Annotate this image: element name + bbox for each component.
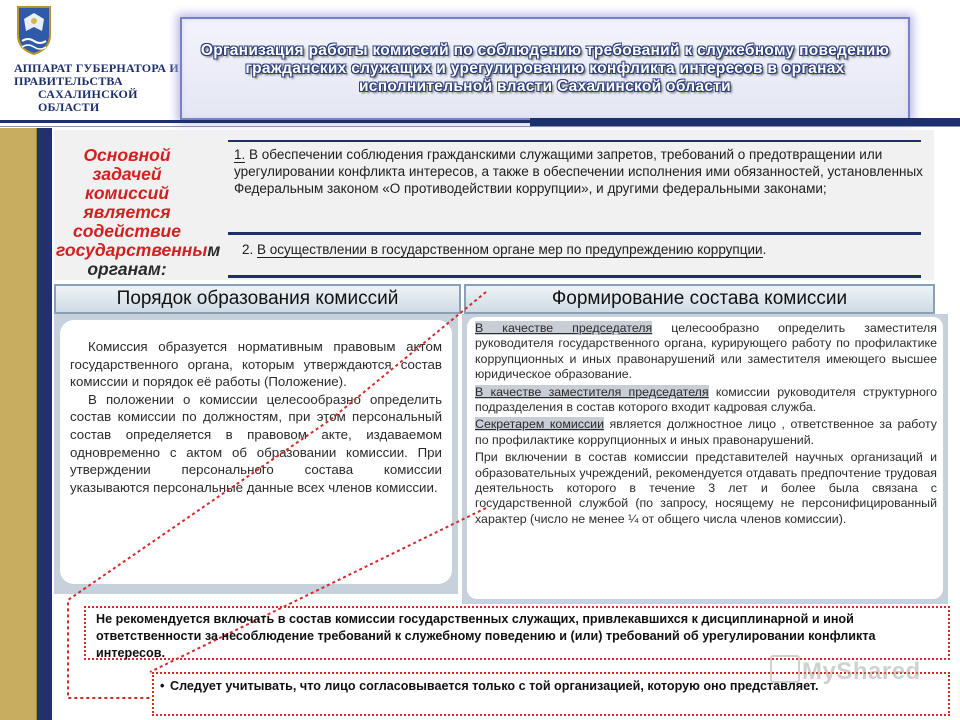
task-heading-main: Основной задачей комиссий является содействие государственны [56,145,208,260]
task-item-2-number: 2. [242,242,254,257]
composition-panel [467,317,943,599]
side-stripe-gold [0,128,37,720]
org-name-line2: ПРАВИТЕЛЬСТВА [14,74,123,88]
org-name-line3: САХАЛИНСКОЙ [38,87,138,101]
header-divider-thin [0,126,960,127]
inclusion-paragraph: При включении в состав комиссии представителей научных организаций и образовательных учреждений, рекомендуется отдавать предпочтение трудовая деятельность которого в течение 3 лет и более была связана с государственной службой (по запросу, носящему не персонифицированный характер (число не менее ¼ от общего числа членов комиссии). [475,450,937,526]
formation-paragraph-1: Комиссия образуется нормативным правовым актом государственного органа, которым утверждаются состав комиссии и порядок её работы (Положение). [70,339,442,390]
formation-panel [60,320,452,584]
task-heading [56,145,221,279]
header-divider [0,120,530,123]
task-divider-middle [228,232,921,235]
bullet-marker: • [160,679,165,693]
secretary-paragraph [475,417,937,448]
deputy-text: комиссии руководителя структурного подразделения в состав которого входит кадровая служба. [475,384,937,415]
task-item-2-period: . [762,242,767,257]
coat-of-arms-icon [16,5,52,55]
task-item-1 [234,146,924,197]
watermark [770,655,921,686]
organization-name [14,62,184,114]
chair-label: В качестве председателя [475,321,653,335]
chair-text: целесообразно определить заместителя руководителя государственного органа, курирующего работу по профилактике коррупционных и иных правонарушений или заместителя имеющего высшее юридическое образование. [475,321,937,382]
task-item-2-text: В осуществлении в государственном органе мер по предупреждению коррупции [257,242,763,257]
task-item-1-text: В обеспечении соблюдения гражданскими служащими запретов, требований о предотвращении или урегулировании конфликта интересов, а также в обеспечении исполнения ими обязанностей, установленных Федеральным законом «О противодействии коррупции», и другими федеральными законами; [234,147,923,196]
task-item-1-number: 1. [234,147,246,162]
section-header-formation: Порядок образования комиссий [54,284,461,314]
side-stripe-navy [37,128,52,720]
task-divider-top [228,140,921,142]
formation-paragraph-2: В положении о комиссии целесообразно определить состав комиссии по должностям, при этом персональный состав определяется в правовом акте, издаваемом одновременно с актом об образовании комиссии. При утверждении персонального состава комиссии указываются персональные данные всех членов комиссии. [70,391,442,495]
deputy-label: В качестве заместителя председателя [475,384,709,399]
task-item-2 [242,241,922,258]
task-heading-end: м органам: [87,240,221,279]
warning-box-exclusion: Не рекомендуется включать в состав комиссии государственных служащих, привлекавшихся к дисциплинарной и иной ответственности за несоблюдение требований к служебному поведению и (или) требований об урегулировании конфликта интересов. [84,606,950,660]
secretary-label: Секретарем комиссии [475,417,604,432]
page-title: Организация работы комиссий по соблюдению требований к служебному поведению гражданских служащих и урегулированию конфликта интересов в органах исполнительной власти Сахалинской области [200,41,890,95]
section-header-composition: Формирование состава комиссии [464,284,935,314]
title-banner [180,17,910,120]
secretary-text: является должностное лицо , ответственное за работу по профилактике коррупционных и иных правонарушений. [475,417,937,447]
deputy-paragraph [475,385,937,416]
warning-organization-text: Следует учитывать, что лицо согласовывается только с той организацией, которую оно представляет. [170,679,819,693]
org-name-line1: АППАРАТ ГУБЕРНАТОРА И [14,61,179,75]
watermark-icon [770,655,800,683]
chair-paragraph [475,321,937,383]
org-name-line4: ОБЛАСТИ [38,100,100,114]
task-divider-bottom [228,275,921,278]
watermark-text: MyShared [802,658,921,685]
